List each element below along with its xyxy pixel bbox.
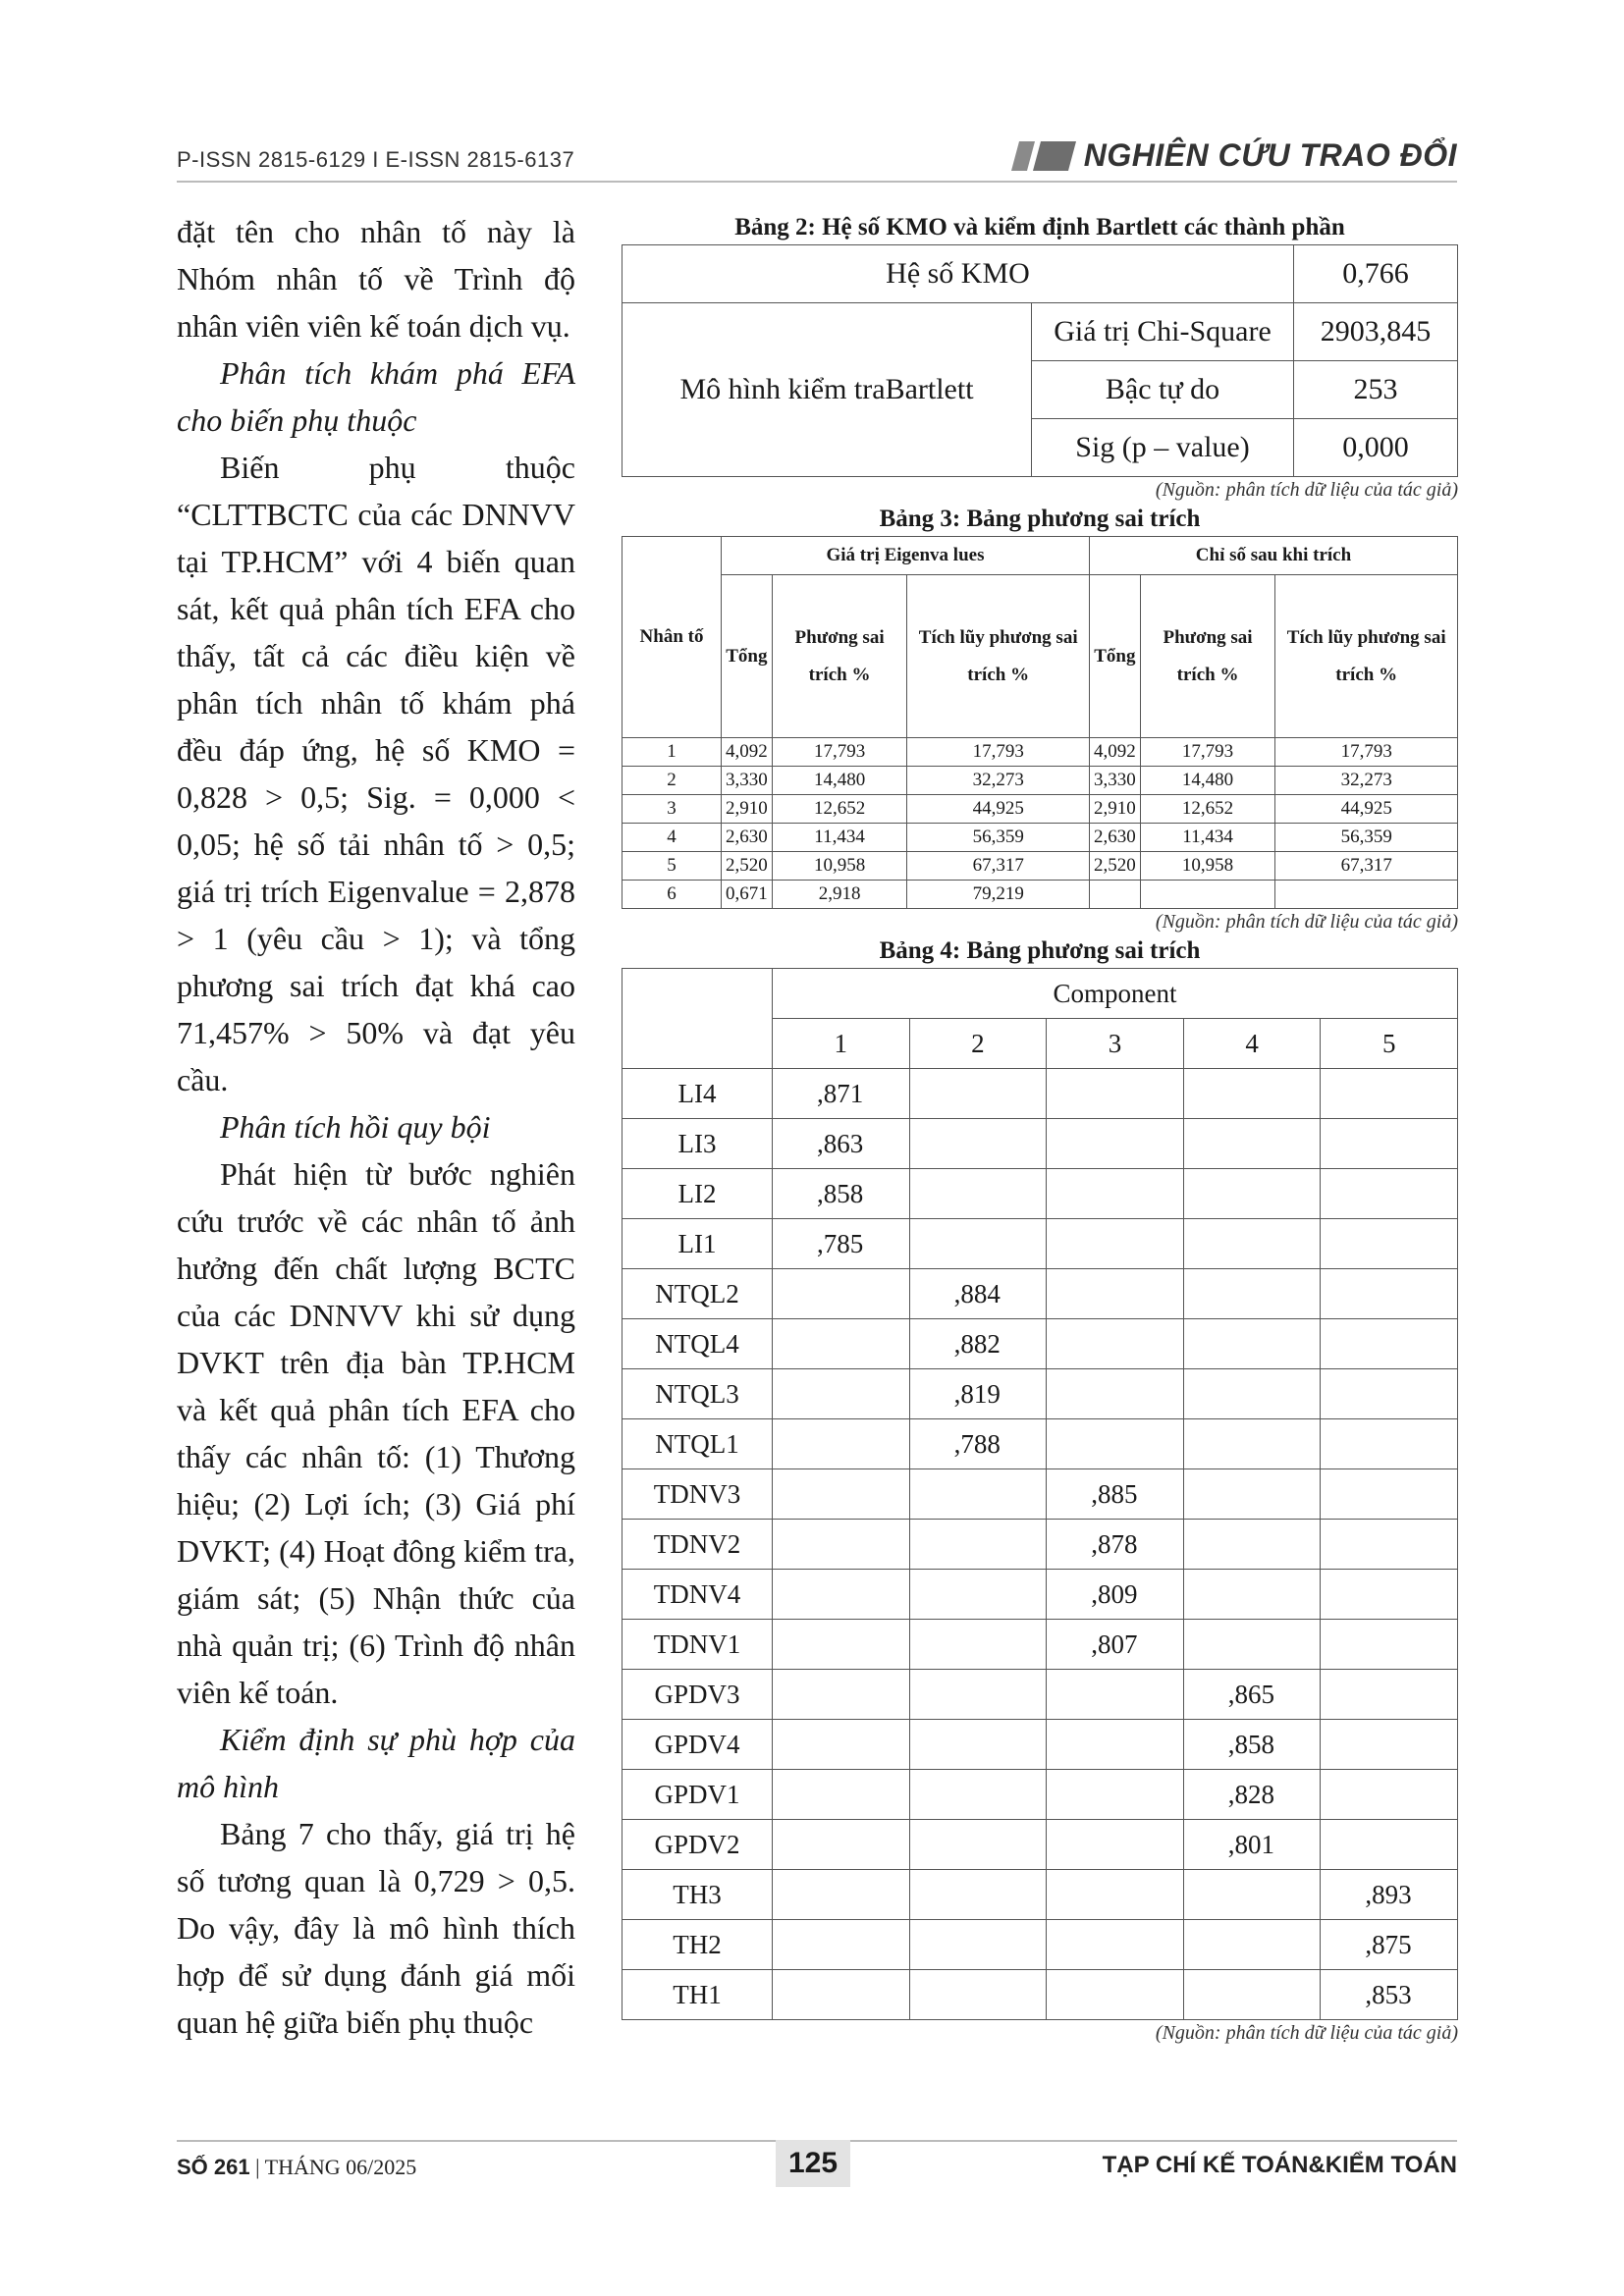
table-cell: 12,652 bbox=[1140, 795, 1275, 824]
table-cell: 0,000 bbox=[1294, 419, 1458, 477]
component-column-header: 2 bbox=[909, 1019, 1047, 1069]
issn-header: P-ISSN 2815-6129 I E-ISSN 2815-6137 bbox=[177, 147, 575, 172]
loading-cell bbox=[909, 1169, 1047, 1219]
loading-cell bbox=[1183, 1620, 1321, 1670]
table2-caption: Bảng 2: Hệ số KMO và kiểm định Bartlett các thành phần bbox=[734, 214, 1345, 240]
table-row bbox=[623, 1269, 1458, 1319]
row-label: NTQL1 bbox=[623, 1419, 773, 1469]
issue-number: SỐ 261 bbox=[177, 2155, 250, 2179]
table-cell: 67,317 bbox=[907, 852, 1090, 881]
tables-column bbox=[622, 211, 1458, 2046]
row-label: LI1 bbox=[623, 1219, 773, 1269]
row-label: TH3 bbox=[623, 1870, 773, 1920]
table4-caption: Bảng 4: Bảng phương sai trích bbox=[879, 937, 1201, 964]
loading-cell bbox=[1321, 1620, 1458, 1670]
subheading: Phân tích hồi quy bội bbox=[220, 1109, 491, 1145]
table-cell: 5 bbox=[623, 852, 722, 881]
section-title: NGHIÊN CỨU TRAO ĐỔI bbox=[1083, 137, 1457, 173]
sub-header: Tích lũy phương sai trích % bbox=[907, 575, 1090, 738]
loading-cell bbox=[909, 1970, 1047, 2020]
row-label: GPDV4 bbox=[623, 1720, 773, 1770]
table4-body bbox=[623, 1069, 1458, 2020]
loading-cell bbox=[773, 1369, 910, 1419]
row-label: TDNV2 bbox=[623, 1520, 773, 1570]
loading-cell bbox=[1047, 1369, 1184, 1419]
loading-cell bbox=[1047, 1419, 1184, 1469]
factor-header: Nhân tố bbox=[623, 537, 722, 738]
table-cell: 67,317 bbox=[1275, 852, 1458, 881]
loading-cell: ,853 bbox=[1321, 1970, 1458, 2020]
loading-cell bbox=[1183, 1870, 1321, 1920]
loading-cell: ,788 bbox=[909, 1419, 1047, 1469]
table-cell: 17,793 bbox=[1140, 738, 1275, 767]
loading-cell bbox=[1047, 1670, 1184, 1720]
table-row bbox=[623, 1369, 1458, 1419]
loading-cell bbox=[1047, 1069, 1184, 1119]
group-header: Chỉ số sau khi trích bbox=[1089, 537, 1457, 575]
sub-header: Tổng bbox=[1089, 575, 1140, 738]
sub-header: Phương sai trích % bbox=[1140, 575, 1275, 738]
table-cell: 56,359 bbox=[1275, 824, 1458, 852]
table-cell: 11,434 bbox=[1140, 824, 1275, 852]
loading-cell bbox=[773, 1520, 910, 1570]
table-row bbox=[623, 1670, 1458, 1720]
loading-cell bbox=[773, 1319, 910, 1369]
component-column-header: 5 bbox=[1321, 1019, 1458, 1069]
subheading: Phân tích khám phá EFA cho biến phụ thuộc bbox=[177, 355, 575, 438]
sub-header: Tích lũy phương sai trích % bbox=[1275, 575, 1458, 738]
table-row bbox=[623, 1119, 1458, 1169]
table-row bbox=[623, 1720, 1458, 1770]
table3-variance bbox=[622, 536, 1458, 909]
loading-cell bbox=[1183, 1419, 1321, 1469]
table-cell: Sig (p – value) bbox=[1032, 419, 1294, 477]
loading-cell bbox=[1183, 1920, 1321, 1970]
loading-cell bbox=[1183, 1119, 1321, 1169]
loading-cell: ,858 bbox=[773, 1169, 910, 1219]
loading-cell bbox=[1047, 1219, 1184, 1269]
table-row bbox=[623, 795, 1458, 824]
sub-header: Tổng bbox=[722, 575, 773, 738]
table3-caption: Bảng 3: Bảng phương sai trích bbox=[879, 506, 1201, 532]
loading-cell: ,893 bbox=[1321, 1870, 1458, 1920]
table-row bbox=[623, 1219, 1458, 1269]
table-row bbox=[623, 881, 1458, 909]
loading-cell: ,785 bbox=[773, 1219, 910, 1269]
footer-issue: SỐ 261 | THÁNG 06/2025 bbox=[177, 2155, 417, 2179]
loading-cell: ,885 bbox=[1047, 1469, 1184, 1520]
table-cell: Bậc tự do bbox=[1032, 361, 1294, 419]
loading-cell bbox=[1183, 1570, 1321, 1620]
loading-cell bbox=[909, 1069, 1047, 1119]
loading-cell bbox=[1321, 1570, 1458, 1620]
table-cell: 17,793 bbox=[907, 738, 1090, 767]
bartlett-label: Mô hình kiểm traBartlett bbox=[623, 303, 1032, 477]
loading-cell bbox=[1183, 1970, 1321, 2020]
loading-cell bbox=[1183, 1269, 1321, 1319]
loading-cell bbox=[1321, 1820, 1458, 1870]
table-cell: 79,219 bbox=[907, 881, 1090, 909]
loading-cell bbox=[773, 1670, 910, 1720]
row-label: LI4 bbox=[623, 1069, 773, 1119]
loading-cell bbox=[773, 1720, 910, 1770]
table4-source: (Nguồn: phân tích dữ liệu của tác giả) bbox=[1155, 2022, 1458, 2044]
row-label: NTQL4 bbox=[623, 1319, 773, 1369]
row-label: NTQL3 bbox=[623, 1369, 773, 1419]
table2-source: (Nguồn: phân tích dữ liệu của tác giả) bbox=[1155, 479, 1458, 501]
page-number: 125 bbox=[776, 2140, 850, 2187]
table-cell bbox=[1140, 881, 1275, 909]
paragraph: Bảng 7 cho thấy, giá trị hệ số tương quan là 0,729 > 0,5. Do vậy, đây là mô hình thích hợp để sử dụng đánh giá mối quan hệ giữa biến phụ thuộc bbox=[177, 1816, 575, 2040]
issue-month: THÁNG 06/2025 bbox=[264, 2155, 417, 2179]
loading-cell bbox=[909, 1520, 1047, 1570]
loading-cell bbox=[1321, 1770, 1458, 1820]
loading-cell: ,884 bbox=[909, 1269, 1047, 1319]
loading-cell bbox=[1047, 1720, 1184, 1770]
loading-cell bbox=[1321, 1269, 1458, 1319]
loading-cell bbox=[909, 1570, 1047, 1620]
table-cell: 2,910 bbox=[722, 795, 773, 824]
loading-cell bbox=[773, 1920, 910, 1970]
loading-cell bbox=[1183, 1469, 1321, 1520]
loading-cell bbox=[909, 1670, 1047, 1720]
table-row bbox=[623, 852, 1458, 881]
group-header: Giá trị Eigenva lues bbox=[722, 537, 1090, 575]
loading-cell: ,819 bbox=[909, 1369, 1047, 1419]
table-cell: 1 bbox=[623, 738, 722, 767]
table2-kmo-bartlett bbox=[622, 244, 1458, 477]
table-cell: 11,434 bbox=[772, 824, 907, 852]
table-cell: 44,925 bbox=[907, 795, 1090, 824]
table-row bbox=[623, 1870, 1458, 1920]
table-row bbox=[623, 1069, 1458, 1119]
loading-cell bbox=[1047, 1269, 1184, 1319]
loading-cell bbox=[1321, 1219, 1458, 1269]
loading-cell bbox=[1047, 1169, 1184, 1219]
table-row bbox=[623, 1970, 1458, 2020]
paragraph: Biến phụ thuộc “CLTTBCTC của các DNNVV tại TP.HCM” với 4 biến quan sát, kết quả phân tích EFA cho thấy, tất cả các điều kiện về phân tích nhân tố khám phá đều đáp ứng, hệ số KMO = 0,828 > 0,5; Sig. = 0,000 < 0,05; hệ số tải nhân tố > 0,5; giá trị trích Eigenvalue = 2,878 > 1 (yêu cầu > 1); và tổng phương sai trích đạt khá cao 71,457% > 50% và đạt yêu cầu. bbox=[177, 450, 575, 1097]
loading-cell bbox=[909, 1620, 1047, 1670]
table-cell: 14,480 bbox=[772, 767, 907, 795]
row-label: LI3 bbox=[623, 1119, 773, 1169]
row-label: TDNV1 bbox=[623, 1620, 773, 1670]
row-label: GPDV2 bbox=[623, 1820, 773, 1870]
loading-cell bbox=[909, 1119, 1047, 1169]
loading-cell bbox=[1321, 1319, 1458, 1369]
row-label: TDNV3 bbox=[623, 1469, 773, 1520]
table-cell: 3,330 bbox=[1089, 767, 1140, 795]
table-cell: 4,092 bbox=[1089, 738, 1140, 767]
loading-cell bbox=[773, 1770, 910, 1820]
table-row bbox=[623, 1520, 1458, 1570]
table-cell: 2,520 bbox=[1089, 852, 1140, 881]
table-cell: 10,958 bbox=[1140, 852, 1275, 881]
row-label: NTQL2 bbox=[623, 1269, 773, 1319]
loading-cell bbox=[909, 1469, 1047, 1520]
table-cell: 2903,845 bbox=[1294, 303, 1458, 361]
loading-cell bbox=[1321, 1419, 1458, 1469]
table-cell bbox=[1089, 881, 1140, 909]
loading-cell: ,863 bbox=[773, 1119, 910, 1169]
table-row bbox=[623, 1770, 1458, 1820]
loading-cell bbox=[909, 1219, 1047, 1269]
section-header bbox=[1015, 137, 1457, 174]
table-cell: 4,092 bbox=[722, 738, 773, 767]
table-row bbox=[623, 824, 1458, 852]
loading-cell: ,878 bbox=[1047, 1520, 1184, 1570]
table-row bbox=[623, 1469, 1458, 1520]
row-label: LI2 bbox=[623, 1169, 773, 1219]
component-column-header: 4 bbox=[1183, 1019, 1321, 1069]
kmo-label: Hệ số KMO bbox=[623, 245, 1294, 303]
loading-cell: ,828 bbox=[1183, 1770, 1321, 1820]
journal-name: TẠP CHÍ KẾ TOÁN&KIỂM TOÁN bbox=[1102, 2152, 1457, 2178]
table-cell: 10,958 bbox=[772, 852, 907, 881]
table-cell: 44,925 bbox=[1275, 795, 1458, 824]
row-label: TH2 bbox=[623, 1920, 773, 1970]
body-text-column bbox=[177, 208, 575, 2046]
table-cell: 2,630 bbox=[1089, 824, 1140, 852]
component-column-header: 3 bbox=[1047, 1019, 1184, 1069]
table-row bbox=[623, 1820, 1458, 1870]
loading-cell bbox=[1321, 1520, 1458, 1570]
loading-cell: ,858 bbox=[1183, 1720, 1321, 1770]
row-label: GPDV3 bbox=[623, 1670, 773, 1720]
loading-cell bbox=[909, 1920, 1047, 1970]
loading-cell bbox=[909, 1720, 1047, 1770]
loading-cell bbox=[1047, 1870, 1184, 1920]
empty-header bbox=[623, 969, 773, 1069]
loading-cell bbox=[1321, 1069, 1458, 1119]
table-cell: 17,793 bbox=[772, 738, 907, 767]
table-cell: 3 bbox=[623, 795, 722, 824]
loading-cell bbox=[1047, 1970, 1184, 2020]
loading-cell bbox=[773, 1419, 910, 1469]
table3-body bbox=[623, 738, 1458, 909]
table-cell: 2,918 bbox=[772, 881, 907, 909]
sub-header: Phương sai trích % bbox=[772, 575, 907, 738]
loading-cell bbox=[1321, 1720, 1458, 1770]
loading-cell: ,809 bbox=[1047, 1570, 1184, 1620]
table3-source: (Nguồn: phân tích dữ liệu của tác giả) bbox=[1155, 911, 1458, 933]
table-row bbox=[623, 1319, 1458, 1369]
table-cell: 2,630 bbox=[722, 824, 773, 852]
table-cell: 0,671 bbox=[722, 881, 773, 909]
table-cell: 2,520 bbox=[722, 852, 773, 881]
header-divider bbox=[177, 181, 1457, 183]
loading-cell bbox=[1047, 1770, 1184, 1820]
table-cell: 6 bbox=[623, 881, 722, 909]
loading-cell bbox=[909, 1770, 1047, 1820]
loading-cell bbox=[773, 1970, 910, 2020]
loading-cell bbox=[1321, 1119, 1458, 1169]
loading-cell bbox=[1321, 1369, 1458, 1419]
loading-cell bbox=[1183, 1219, 1321, 1269]
loading-cell bbox=[773, 1820, 910, 1870]
loading-cell bbox=[1183, 1169, 1321, 1219]
subheading: Kiểm định sự phù hợp của mô hình bbox=[177, 1722, 575, 1804]
loading-cell: ,801 bbox=[1183, 1820, 1321, 1870]
loading-cell bbox=[1183, 1069, 1321, 1119]
loading-cell bbox=[1321, 1469, 1458, 1520]
loading-cell bbox=[1183, 1319, 1321, 1369]
table-cell: 17,793 bbox=[1275, 738, 1458, 767]
loading-cell: ,875 bbox=[1321, 1920, 1458, 1970]
table-cell: 56,359 bbox=[907, 824, 1090, 852]
table-cell: 2 bbox=[623, 767, 722, 795]
table-cell: 32,273 bbox=[907, 767, 1090, 795]
component-header: Component bbox=[773, 969, 1458, 1019]
loading-cell bbox=[1321, 1670, 1458, 1720]
table-cell bbox=[1275, 881, 1458, 909]
table-cell: 32,273 bbox=[1275, 767, 1458, 795]
loading-cell bbox=[1047, 1920, 1184, 1970]
loading-cell bbox=[1047, 1119, 1184, 1169]
table-cell: 14,480 bbox=[1140, 767, 1275, 795]
table-row bbox=[623, 767, 1458, 795]
loading-cell bbox=[1047, 1319, 1184, 1369]
loading-cell: ,807 bbox=[1047, 1620, 1184, 1670]
table-row bbox=[623, 1620, 1458, 1670]
table-cell: 4 bbox=[623, 824, 722, 852]
table-cell: Giá trị Chi-Square bbox=[1032, 303, 1294, 361]
header-bars-icon bbox=[1015, 141, 1072, 171]
paragraph: Phát hiện từ bước nghiên cứu trước về các nhân tố ảnh hưởng đến chất lượng BCTC của các DNNVV khi sử dụng DVKT trên địa bàn TP.HCM và kết quả phân tích EFA cho thấy các nhân tố: (1) Thương hiệu; (2) Lợi ích; (3) Giá phí DVKT; (4) Hoạt đông kiểm tra, giám sát; (5) Nhận thức của nhà quản trị; (6) Trình độ nhân viên kế toán. bbox=[177, 1156, 575, 1710]
table-cell: 3,330 bbox=[722, 767, 773, 795]
table-row bbox=[623, 1169, 1458, 1219]
table-cell: 2,910 bbox=[1089, 795, 1140, 824]
table-cell: 12,652 bbox=[772, 795, 907, 824]
table-row bbox=[623, 738, 1458, 767]
loading-cell bbox=[909, 1870, 1047, 1920]
kmo-value: 0,766 bbox=[1294, 245, 1458, 303]
loading-cell bbox=[1321, 1169, 1458, 1219]
loading-cell bbox=[773, 1870, 910, 1920]
row-label: GPDV1 bbox=[623, 1770, 773, 1820]
component-column-header: 1 bbox=[773, 1019, 910, 1069]
table-row bbox=[623, 1419, 1458, 1469]
table-row bbox=[623, 1570, 1458, 1620]
row-label: TDNV4 bbox=[623, 1570, 773, 1620]
paragraph: đặt tên cho nhân tố này là Nhóm nhân tố về Trình độ nhân viên viên kế toán dịch vụ. bbox=[177, 214, 575, 344]
loading-cell: ,871 bbox=[773, 1069, 910, 1119]
table-cell: 253 bbox=[1294, 361, 1458, 419]
loading-cell bbox=[773, 1570, 910, 1620]
row-label: TH1 bbox=[623, 1970, 773, 2020]
loading-cell bbox=[1183, 1520, 1321, 1570]
loading-cell bbox=[1183, 1369, 1321, 1419]
loading-cell bbox=[1047, 1820, 1184, 1870]
loading-cell: ,865 bbox=[1183, 1670, 1321, 1720]
table4-component-matrix bbox=[622, 968, 1458, 2020]
loading-cell bbox=[773, 1469, 910, 1520]
loading-cell bbox=[773, 1269, 910, 1319]
loading-cell: ,882 bbox=[909, 1319, 1047, 1369]
loading-cell bbox=[773, 1620, 910, 1670]
table-row bbox=[623, 1920, 1458, 1970]
loading-cell bbox=[909, 1820, 1047, 1870]
